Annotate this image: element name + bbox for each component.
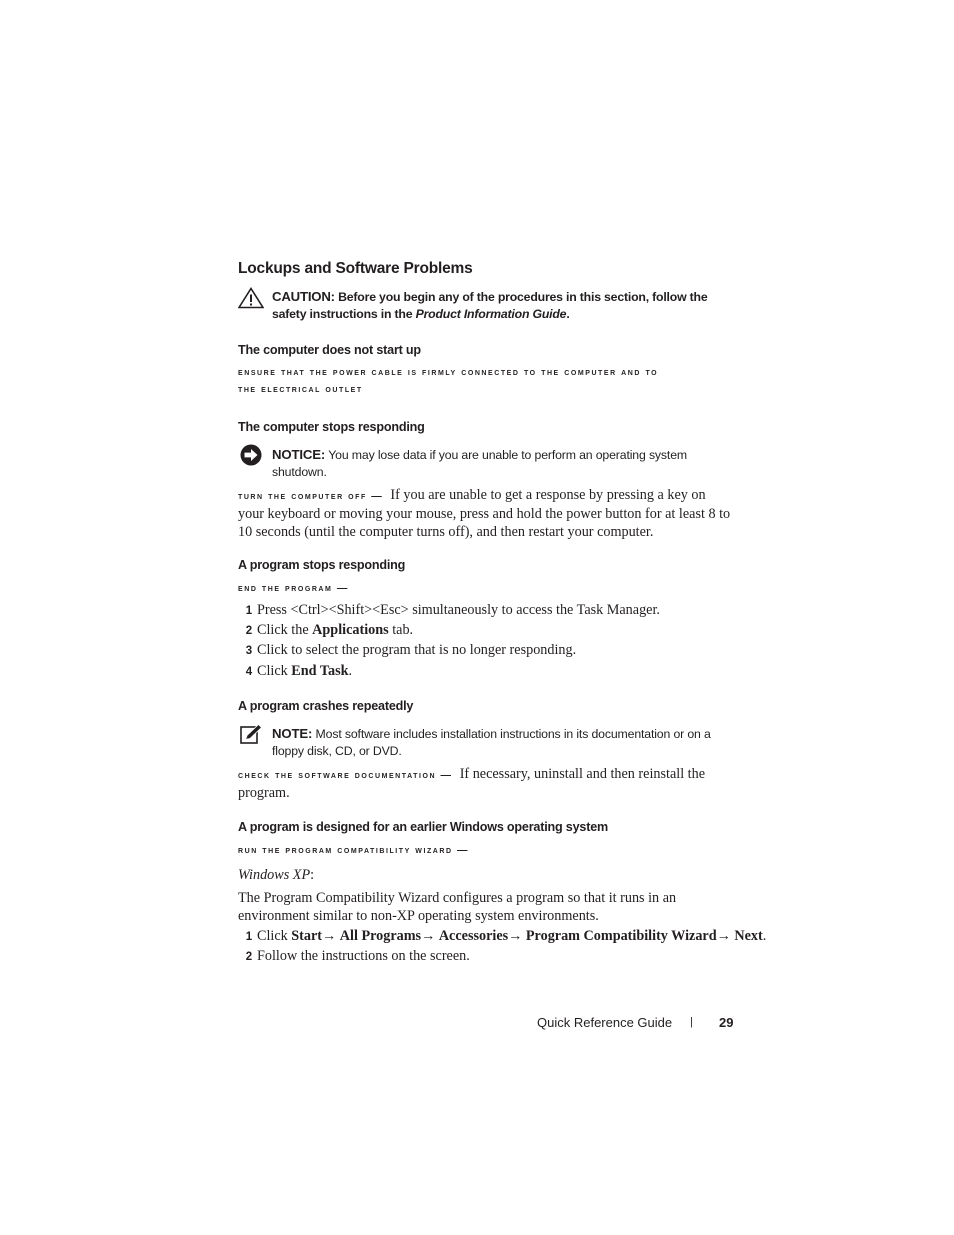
menu-all-programs: All Programs xyxy=(339,928,422,944)
note-label: NOTE: xyxy=(272,726,313,741)
caution-triangle-icon xyxy=(238,287,264,309)
heading-computer-does-not-start: The computer does not start up xyxy=(238,343,421,357)
menu-next: Next xyxy=(734,928,763,944)
caution-note: CAUTION: Before you begin any of the procedures in this section, follow the safety instructions in the Product Information Guide. xyxy=(272,289,708,321)
menu-accessories: Accessories xyxy=(438,928,509,944)
list-item: 1 Press <Ctrl><Shift><Esc> simultaneously to access the Task Manager. xyxy=(245,602,660,618)
notice-note: NOTICE: You may lose data if you are unable to perform an operating system shutdown. xyxy=(272,447,687,479)
notice-label: NOTICE: xyxy=(272,447,326,462)
action-turn-computer-off: turn the computer off — xyxy=(238,490,384,502)
action-check-software-documentation: check the software documentation — xyxy=(238,769,453,781)
action-end-program: end the program — xyxy=(238,582,349,594)
action-ensure-power-cable-line2: the electrical outlet xyxy=(238,383,363,395)
notice-arrow-icon xyxy=(240,444,262,466)
action-run-compatibility-wizard: run the program compatibility wizard — xyxy=(238,844,470,856)
windows-xp-label: Windows XP: xyxy=(238,867,315,883)
end-program-steps xyxy=(241,601,660,682)
list-item: 2 Follow the instructions on the screen. xyxy=(245,948,470,964)
list-item: 2 Click the Applications tab. xyxy=(245,622,414,638)
note-pencil-icon xyxy=(240,724,262,744)
heading-earlier-windows: A program is designed for an earlier Windows operating system xyxy=(238,820,609,834)
heading-program-crashes: A program crashes repeatedly xyxy=(238,699,414,713)
caution-label: CAUTION: xyxy=(272,289,335,304)
footer-separator: | xyxy=(690,1016,693,1028)
action-ensure-power-cable: ensure that the power cable is firmly connected to the computer and to xyxy=(238,366,659,378)
heading-computer-stops-responding: The computer stops responding xyxy=(238,420,425,434)
compatibility-wizard-description: The Program Compatibility Wizard configures a program so that it runs in an environment similar to non-XP operating system environments. xyxy=(238,890,677,924)
compatibility-steps xyxy=(241,927,766,967)
check-documentation-paragraph: check the software documentation — If necessary, uninstall and then reinstall the program. xyxy=(238,766,706,801)
note-software-installation: NOTE: Most software includes installation instructions in its documentation or on a floppy disk, CD, or DVD. xyxy=(272,726,711,758)
list-item: 4 Click End Task. xyxy=(245,663,353,679)
list-item: 3 Click to select the program that is no longer responding. xyxy=(245,642,577,658)
heading-program-stops-responding: A program stops responding xyxy=(238,558,406,572)
turn-off-paragraph: turn the computer off — If you are unable to get a response by pressing a key on your keyboard or moving your mouse, press and hold the power button for at least 8 to 10 seconds (until the computer turns off), and then restart your computer. xyxy=(238,487,731,540)
menu-start: Start xyxy=(291,928,323,944)
section-title: Lockups and Software Problems xyxy=(238,260,473,277)
menu-program-compatibility-wizard: Program Compatibility Wizard xyxy=(525,928,717,944)
footer-guide-name: Quick Reference Guide xyxy=(537,1015,673,1030)
product-information-guide: Product Information Guide xyxy=(415,307,567,321)
footer-page-number: 29 xyxy=(719,1015,734,1030)
list-item: 1 Click Start→ All Programs→ Accessories→ Program Compatibility Wizard→ Next. xyxy=(245,928,767,944)
